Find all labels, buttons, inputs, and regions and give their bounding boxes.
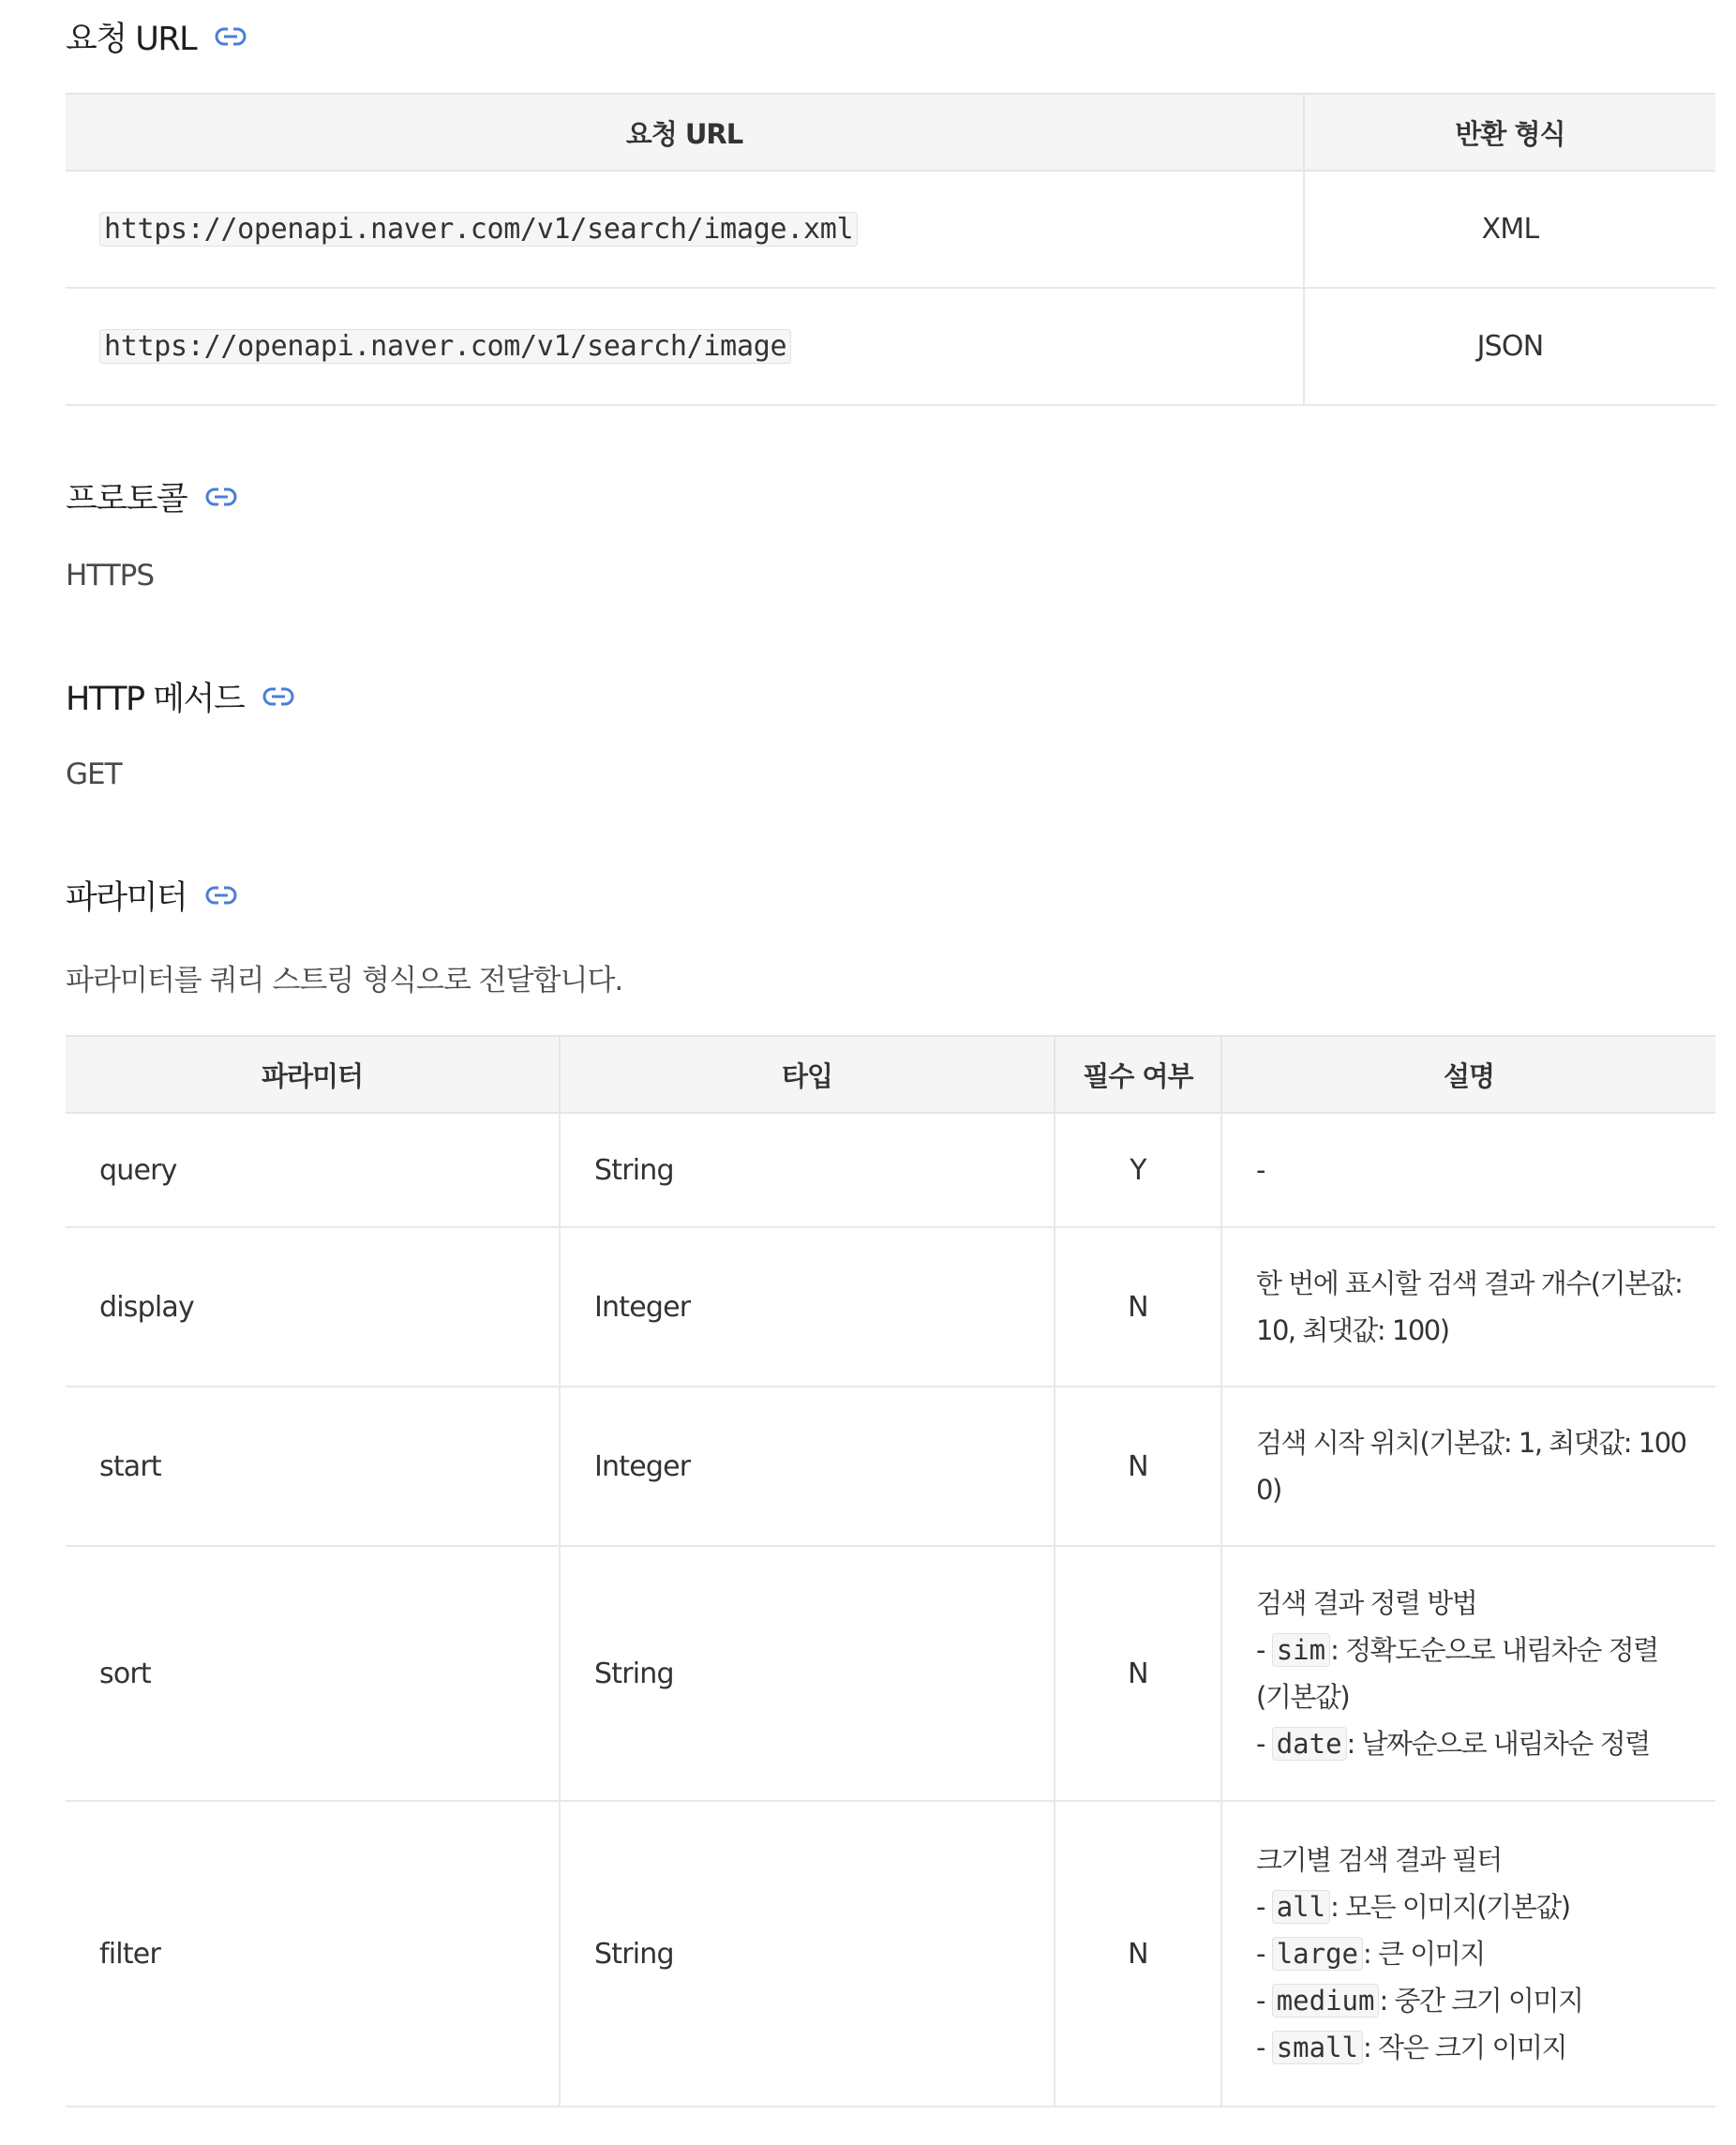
url-code: https://openapi.naver.com/v1/search/image [99,329,791,364]
section-heading-text: 프로토콜 [66,481,187,518]
option-dash: - [1256,1728,1272,1760]
description-option [1256,1930,1693,1977]
option-code: all [1272,1890,1330,1924]
param-required: N [1055,1227,1221,1387]
param-type: Integer [560,1387,1055,1546]
param-type: Integer [560,1227,1055,1387]
table-row [66,1113,1715,1227]
option-code: sim [1272,1633,1330,1667]
link-icon[interactable] [215,26,247,47]
param-name: sort [66,1546,560,1801]
request-url-table [66,93,1715,406]
param-description [1221,1546,1715,1801]
description-option [1256,2024,1693,2071]
param-type: String [560,1113,1055,1227]
param-description [1221,1387,1715,1546]
column-header: 타입 [560,1036,1055,1113]
protocol-value: HTTPS [66,559,155,592]
param-name: filter [66,1801,560,2107]
param-required: N [1055,1546,1221,1801]
param-type: String [560,1546,1055,1801]
description-option-continued: (기본값) [1256,1681,1350,1713]
section-heading-protocol [66,473,237,520]
option-dash: - [1256,1985,1272,2017]
param-name: query [66,1113,560,1227]
description-option [1256,1883,1693,1930]
http-method-value: GET [66,758,122,791]
description-option [1256,1627,1693,1673]
link-icon[interactable] [262,686,294,707]
table-row [66,288,1715,405]
option-dash: - [1256,1634,1272,1666]
section-heading-parameters [66,872,237,919]
parameters-intro: 파라미터를 쿼리 스트링 형식으로 전달합니다. [66,964,623,998]
description-title: 크기별 검색 결과 필터 [1256,1844,1502,1876]
column-header: 요청 URL [66,94,1304,171]
option-code: large [1272,1937,1363,1971]
description-title: 검색 결과 정렬 방법 [1256,1587,1477,1619]
param-name: start [66,1387,560,1546]
table-row [66,1801,1715,2107]
option-dash: - [1256,2032,1272,2063]
description-line: 10, 최댓값: 100) [1256,1314,1449,1346]
description-line: 한 번에 표시할 검색 결과 개수(기본값: [1256,1268,1683,1299]
param-description [1221,1227,1715,1387]
description-line: 0) [1256,1474,1281,1506]
param-required: Y [1055,1113,1221,1227]
param-required: N [1055,1801,1221,2107]
option-text: : 모든 이미지(기본값) [1330,1891,1570,1923]
param-name: display [66,1227,560,1387]
param-type: String [560,1801,1055,2107]
option-code: date [1272,1727,1347,1761]
option-dash: - [1256,1891,1272,1923]
param-required: N [1055,1387,1221,1546]
url-code: https://openapi.naver.com/v1/search/image.xml [99,212,858,247]
table-row [66,1546,1715,1801]
option-code: medium [1272,1984,1380,2018]
link-icon[interactable] [205,885,237,906]
table-header-row [66,1036,1715,1113]
table-row [66,171,1715,288]
section-heading-http-method [66,673,294,720]
description-line: - [1256,1154,1265,1186]
option-text: : 작은 크기 이미지 [1363,2032,1567,2063]
format-cell: JSON [1304,288,1715,405]
param-description [1221,1801,1715,2107]
link-icon[interactable] [205,487,237,507]
section-heading-text: 요청 URL [66,21,197,58]
option-text: : 날짜순으로 내림차순 정렬 [1346,1728,1650,1760]
option-dash: - [1256,1938,1272,1970]
column-header: 반환 형식 [1304,94,1715,171]
description-line: 검색 시작 위치(기본값: 1, 최댓값: 100 [1256,1427,1686,1459]
option-text: : 중간 크기 이미지 [1379,1985,1583,2017]
description-option [1256,1720,1693,1767]
section-heading-text: 파라미터 [66,879,187,917]
url-cell [66,288,1304,405]
column-header: 필수 여부 [1055,1036,1221,1113]
section-heading-text: HTTP 메서드 [66,681,245,718]
section-heading-request-url [66,13,247,60]
parameters-table [66,1035,1715,2108]
table-row [66,1387,1715,1546]
url-cell [66,171,1304,288]
column-header: 설명 [1221,1036,1715,1113]
option-code: small [1272,2031,1363,2064]
option-text: : 큰 이미지 [1363,1938,1485,1970]
table-header-row [66,94,1715,171]
param-description [1221,1113,1715,1227]
table-row [66,1227,1715,1387]
format-cell: XML [1304,171,1715,288]
description-option [1256,1977,1693,2024]
column-header: 파라미터 [66,1036,560,1113]
option-text: : 정확도순으로 내림차순 정렬 [1330,1634,1658,1666]
